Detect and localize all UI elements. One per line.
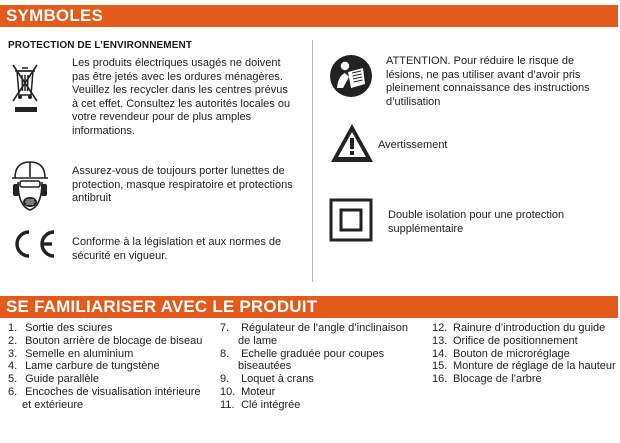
list-item: 2. Bouton arrière de blocage de biseau <box>8 334 203 347</box>
warning-text: Avertissement <box>378 139 448 151</box>
safety-gear-text: Assurez-vous de toujours porter lunettes de protection, masque respiratoire et protections antibruit <box>72 165 293 205</box>
parts-list-col-3 <box>432 322 616 386</box>
list-item: 7. Régulateur de l’angle d’inclinaison de lame <box>220 322 409 347</box>
parts-list-col-2 <box>220 322 410 412</box>
crossed-out-bin-icon <box>10 61 40 122</box>
list-item: 9. Loquet à crans <box>220 373 314 386</box>
list-item: 12. Rainure d’introduction du guide <box>432 322 606 334</box>
list-item: 14. Bouton de microréglage <box>432 347 570 360</box>
symbols-banner: SYMBOLES <box>0 5 618 27</box>
product-banner: SE FAMILIARISER AVEC LE PRODUIT <box>0 296 618 318</box>
list-item: 15. Monture de réglage de la hauteur <box>432 360 616 373</box>
list-item: 4. Lame carbure de tungstène <box>8 360 160 373</box>
list-item: 13. Orifice de positionnement <box>432 334 578 347</box>
column-divider <box>312 40 313 282</box>
read-manual-icon <box>329 54 373 103</box>
list-item: 5. Guide parallèle <box>8 373 100 386</box>
safety-gear-head-icon <box>10 158 50 221</box>
double-insulation-icon <box>329 198 373 247</box>
list-item: 8. Echelle graduée pour coupes biseautées <box>220 347 385 373</box>
environment-heading: PROTECTION DE L’ENVIRONNEMENT <box>8 40 193 51</box>
list-item: 16. Blocage de l’arbre <box>432 373 542 386</box>
ce-text: Conforme à la législation et aux normes de sécurité en vigueur. <box>72 236 282 262</box>
list-item: 10. Moteur <box>220 385 276 398</box>
ce-mark-icon <box>9 227 59 266</box>
read-manual-text: ATTENTION. Pour réduire le risque de lésions, ne pas utiliser avant d’avoir pris pleinement connaissance des instructions d’utilisation <box>386 55 590 108</box>
parts-list-col-1 <box>8 322 208 412</box>
warning-triangle-icon <box>329 122 375 169</box>
list-item: 6. Encoches de visualisation intérieure et extérieure <box>8 385 201 411</box>
double-insulation-text: Double isolation pour une protection supplémentaire <box>388 209 565 235</box>
list-item: 1. Sortie des sciures <box>8 322 113 334</box>
recycling-text: Les produits électriques usagés ne doivent pas être jetés avec les ordures ménagères. Veuillez les recycler dans les centres prévus à cet effet. Consultez les autorités locales ou votre revendeur pour de plus amples informations. <box>72 57 291 137</box>
list-item: 11. Clé intégrée <box>220 398 301 411</box>
list-item: 3. Semelle en aluminium <box>8 347 134 360</box>
